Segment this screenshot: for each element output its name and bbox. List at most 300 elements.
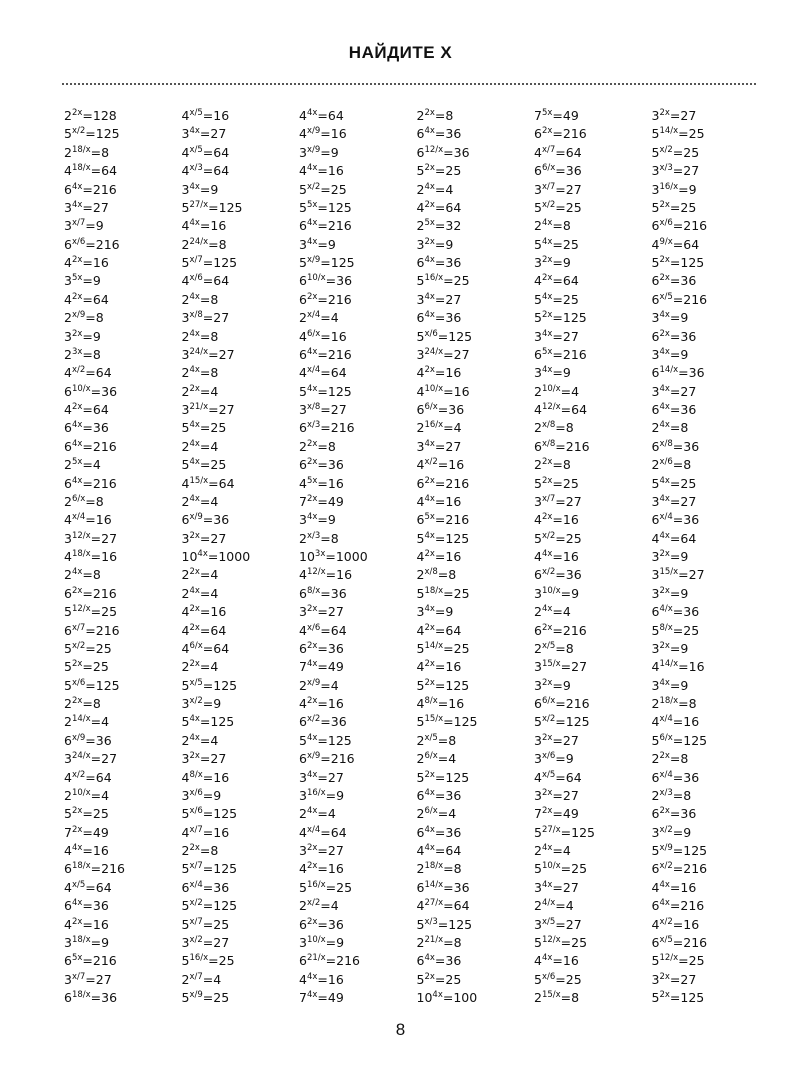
equation-result: 4 (448, 751, 457, 767)
equation-base: 4 (651, 879, 660, 895)
equation-exponent: 4x (424, 291, 435, 302)
equation (417, 732, 535, 750)
equation-base: 6 (64, 861, 72, 877)
equation-result: 16 (562, 549, 579, 564)
equals-sign: = (199, 291, 211, 307)
equation-exponent: 4x (541, 604, 553, 615)
equation (299, 640, 417, 658)
equation-result: 4 (562, 604, 571, 620)
equals-sign: = (85, 493, 96, 509)
equals-sign: = (317, 990, 328, 1005)
equation-base: 3 (534, 659, 542, 675)
equation-exponent: x/2 (659, 861, 673, 872)
equation-exponent: 12/x (424, 144, 444, 155)
equation (64, 750, 182, 768)
equation-result: 216 (95, 622, 120, 638)
equation-result: 36 (688, 365, 705, 381)
equation (417, 622, 535, 640)
equation (417, 125, 535, 143)
equation-exponent: 12/x (659, 953, 679, 964)
equation-base: 6 (651, 604, 660, 620)
equation-column (534, 107, 652, 1012)
equation-result: 64 (213, 163, 230, 179)
equation (652, 842, 770, 860)
page-number: 8 (395, 1020, 406, 1039)
equation-base: 4 (64, 365, 72, 381)
equation (299, 254, 417, 272)
equation-exponent: 5x (71, 953, 83, 964)
equation (652, 713, 770, 731)
equation-exponent: 2x (71, 291, 83, 302)
equals-sign: = (672, 824, 684, 840)
equation-result: 4 (448, 806, 457, 822)
equation-result: 36 (683, 604, 700, 620)
equation (299, 824, 417, 842)
equation-result: 27 (562, 879, 579, 895)
equation-result: 16 (683, 916, 700, 932)
equation-base: 6 (416, 144, 425, 160)
equation-result: 8 (448, 732, 457, 748)
equation-result: 216 (92, 475, 117, 491)
equals-sign: = (320, 255, 331, 270)
equals-sign: = (199, 530, 211, 546)
equation (182, 824, 300, 842)
equation-base: 6 (416, 787, 425, 803)
equation-base: 5 (181, 714, 190, 730)
equation (652, 456, 770, 474)
equals-sign: = (85, 640, 96, 656)
equation (652, 769, 770, 787)
equation-result: 9 (445, 236, 454, 252)
equation-exponent: 4x (306, 163, 318, 174)
equation (417, 842, 535, 860)
equals-sign: = (317, 236, 328, 252)
equals-sign: = (90, 530, 102, 546)
equation-base: 2 (416, 934, 425, 950)
equation-exponent: 27/x (541, 824, 561, 835)
equation (182, 750, 300, 768)
equation-exponent: 4x (659, 475, 670, 486)
equation-exponent: 2x (189, 530, 200, 541)
equation-base: 4 (181, 144, 190, 160)
equation-base: 3 (651, 181, 660, 197)
equation-base: 3 (64, 199, 72, 215)
equation (534, 713, 652, 731)
equation-exponent: x/9 (306, 751, 321, 762)
equation-exponent: 2x (71, 585, 83, 596)
equation-exponent: x/7 (71, 971, 86, 982)
equation (652, 603, 770, 621)
equation (182, 162, 300, 180)
equation (64, 916, 182, 934)
equals-sign: = (437, 567, 449, 583)
equation (182, 640, 300, 658)
equation-base: 2 (416, 108, 425, 123)
equation-base: 3 (181, 787, 190, 803)
equation-base: 4 (299, 696, 307, 711)
equation-result: 16 (92, 843, 109, 858)
equation-base: 4 (299, 163, 307, 179)
equation (652, 419, 770, 437)
equation-base: 4 (534, 512, 542, 528)
equation-result: 49 (327, 990, 344, 1005)
equation (417, 934, 535, 952)
equals-sign: = (199, 383, 211, 399)
equation-result: 16 (92, 916, 109, 932)
equation-exponent: x/6 (659, 218, 673, 229)
equation-base: 6 (534, 126, 542, 142)
equation-result: 25 (92, 659, 109, 675)
equation-result: 27 (95, 971, 112, 987)
equation-base: 5 (416, 769, 425, 785)
equation-exponent: 10/x (306, 273, 326, 284)
equation (299, 181, 417, 199)
equation-exponent: x/2 (306, 714, 321, 725)
equation-result: 27 (565, 181, 582, 197)
equation (652, 695, 770, 713)
equation-exponent: 10/x (541, 585, 561, 596)
equation (299, 989, 417, 1007)
equation (534, 787, 652, 805)
equation (534, 677, 652, 695)
equals-sign: = (672, 291, 684, 307)
equation (299, 511, 417, 529)
equation (64, 309, 182, 327)
equation-base: 5 (416, 328, 425, 344)
equals-sign: = (202, 879, 214, 895)
equation (182, 364, 300, 382)
equals-sign: = (434, 108, 446, 123)
equals-sign: = (317, 916, 328, 932)
equation-result: 8 (688, 696, 697, 711)
equation (417, 181, 535, 199)
equals-sign: = (90, 144, 102, 160)
equals-sign: = (669, 990, 681, 1005)
equation-base: 3 (534, 879, 542, 895)
equation-exponent: 16/x (189, 953, 209, 964)
equation (299, 934, 417, 952)
equation (534, 181, 652, 199)
equation-result: 25 (330, 181, 347, 197)
equation-base: 3 (181, 310, 190, 326)
equation-base: 4 (299, 328, 307, 344)
equation (299, 769, 417, 787)
equation-exponent: 4x (71, 199, 83, 210)
equation-result: 16 (448, 696, 465, 711)
equation-base: 3 (64, 751, 72, 767)
equation-result: 27 (571, 659, 588, 675)
equals-sign: = (437, 732, 449, 748)
equation (182, 971, 300, 989)
equation (299, 860, 417, 878)
equation-base: 3 (651, 163, 660, 179)
equation-exponent: x/6 (659, 457, 673, 468)
equals-sign: = (552, 346, 563, 362)
equation (299, 493, 417, 511)
equation-result: 4 (213, 971, 222, 987)
equation-exponent: 4x (659, 310, 670, 321)
equation-result: 8 (92, 567, 101, 583)
equation-base: 2 (64, 144, 72, 160)
equation-result: 36 (327, 457, 344, 473)
equation (652, 530, 770, 548)
equation-base: 3 (64, 530, 72, 546)
equation-base: 6 (651, 273, 660, 289)
equation-exponent: 2x (306, 861, 318, 872)
equation-base: 4 (299, 108, 307, 123)
equation-result: 64 (95, 365, 112, 381)
equation-exponent: 4x (189, 585, 200, 596)
equation-result: 9 (336, 934, 345, 950)
equation-exponent: 2x (71, 108, 83, 118)
equation-result: 16 (688, 659, 705, 675)
equals-sign: = (325, 549, 336, 564)
equation (299, 622, 417, 640)
equation-base: 5 (651, 990, 660, 1005)
equation-base: 4 (64, 843, 72, 858)
equation-exponent: 4x (659, 677, 670, 688)
equation (299, 272, 417, 290)
equation-base: 5 (64, 640, 72, 656)
equation-base: 4 (181, 769, 190, 785)
equation-result: 9 (101, 934, 110, 950)
equation-base: 2 (181, 567, 190, 583)
equation-result: 125 (327, 199, 352, 215)
equation-base: 2 (64, 567, 72, 583)
equals-sign: = (669, 530, 681, 546)
equation-exponent: 18/x (71, 990, 91, 1000)
equals-sign: = (320, 585, 331, 601)
equation-result: 16 (680, 879, 697, 895)
equals-sign: = (202, 273, 214, 289)
equals-sign: = (199, 567, 211, 583)
equation-exponent: x/2 (424, 457, 438, 468)
equation (534, 493, 652, 511)
equals-sign: = (320, 365, 331, 381)
equation-result: 16 (327, 971, 344, 987)
equation-exponent: 24/x (189, 346, 209, 357)
equation-exponent: 4x (424, 787, 435, 798)
equation-result: 27 (101, 530, 118, 546)
equals-sign: = (437, 457, 449, 473)
equation-result: 36 (445, 255, 462, 270)
equals-sign: = (85, 126, 96, 142)
equation-result: 36 (683, 512, 700, 528)
equation-exponent: 2x (306, 604, 318, 615)
equals-sign: = (202, 255, 214, 270)
equals-sign: = (317, 457, 328, 473)
equation-exponent: 2x (541, 806, 553, 817)
equals-sign: = (82, 328, 93, 344)
equation-base: 4 (651, 659, 660, 675)
equals-sign: = (90, 861, 102, 877)
equation-base: 6 (651, 898, 660, 914)
equation (182, 585, 300, 603)
equation-result: 25 (565, 530, 582, 546)
equation-result: 8 (453, 934, 462, 950)
equation-exponent: 8/x (659, 622, 673, 633)
equation-exponent: 14/x (424, 640, 444, 651)
equals-sign: = (555, 144, 566, 160)
equals-sign: = (320, 402, 331, 417)
equation-exponent: 2x (306, 438, 318, 449)
equation-result: 27 (445, 291, 462, 307)
equation-exponent: x/4 (659, 714, 673, 725)
equation-exponent: x/9 (306, 144, 321, 155)
equation-base: 6 (416, 126, 425, 142)
equation (64, 971, 182, 989)
equation (534, 144, 652, 162)
equation-exponent: 4x (71, 898, 83, 909)
equation-exponent: x/4 (71, 512, 86, 523)
equation-exponent: 5x (306, 199, 318, 210)
equation-base: 6 (299, 640, 307, 656)
equation-base: 2 (534, 218, 542, 234)
equation-exponent: 10/x (71, 383, 91, 394)
equation-exponent: x/6 (541, 971, 556, 982)
equals-sign: = (317, 769, 328, 785)
equation (64, 989, 182, 1007)
equals-sign: = (560, 990, 572, 1005)
equation (64, 456, 182, 474)
equation-base: 5 (651, 953, 660, 969)
equation-result: 27 (445, 438, 462, 454)
equals-sign: = (552, 457, 563, 473)
equation-result: 125 (680, 990, 705, 1005)
equals-sign: = (434, 953, 446, 969)
equation-result: 27 (330, 402, 347, 417)
equals-sign: = (672, 787, 684, 803)
equation-base: 2 (534, 604, 542, 620)
equation (299, 456, 417, 474)
equation-exponent: 2x (659, 806, 670, 817)
equation-exponent: 4x (424, 255, 435, 265)
equation-exponent: 12/x (306, 567, 326, 578)
equals-sign: = (555, 420, 566, 436)
equals-sign: = (560, 383, 572, 399)
equation-base: 4 (299, 126, 307, 142)
equals-sign: = (560, 861, 572, 877)
equals-sign: = (82, 953, 93, 969)
equation-exponent: 18/x (71, 861, 91, 872)
equation-exponent: x/8 (541, 420, 556, 431)
equation-result: 27 (210, 126, 227, 142)
equation (299, 585, 417, 603)
equation-result: 8 (683, 457, 692, 473)
equation-result: 216 (330, 751, 355, 767)
equation-exponent: 15/x (659, 567, 679, 578)
equation-result: 25 (562, 475, 579, 491)
equation-exponent: 2x (71, 402, 83, 412)
equation-result: 8 (562, 457, 571, 473)
equation (534, 769, 652, 787)
equals-sign: = (443, 346, 454, 362)
equation-result: 16 (562, 953, 579, 969)
equals-sign: = (85, 365, 96, 381)
equals-sign: = (552, 108, 563, 123)
equals-sign: = (672, 934, 684, 950)
equals-sign: = (443, 144, 454, 160)
equals-sign: = (199, 843, 211, 858)
equals-sign: = (90, 604, 102, 620)
equals-sign: = (672, 732, 684, 748)
equation-column (299, 107, 417, 1012)
equals-sign: = (90, 751, 102, 767)
equals-sign: = (320, 530, 331, 546)
equals-sign: = (442, 990, 454, 1005)
equation-base: 3 (299, 769, 307, 785)
equation-result: 4 (101, 714, 110, 730)
equation-base: 6 (416, 953, 425, 969)
equation-base: 2 (181, 843, 190, 858)
equation-base: 4 (534, 549, 542, 564)
equation-result: 125 (448, 916, 473, 932)
equation-exponent: 4x (424, 438, 435, 449)
equals-sign: = (317, 861, 328, 877)
equation-exponent: x/2 (541, 567, 556, 578)
equation-base: 6 (651, 806, 660, 822)
equation-exponent: 6/x (541, 696, 556, 706)
equation (652, 254, 770, 272)
equation (417, 971, 535, 989)
equation-exponent: 4x (424, 310, 435, 321)
equation (182, 566, 300, 584)
equals-sign: = (434, 163, 446, 179)
equation-exponent: 4x (71, 181, 83, 192)
equation (417, 640, 535, 658)
equals-sign: = (199, 218, 211, 234)
equation-result: 36 (565, 163, 582, 179)
equation-exponent: x/7 (541, 181, 556, 192)
equation-exponent: 5x (541, 108, 553, 118)
equation (534, 952, 652, 970)
equation-exponent: 2x (659, 255, 670, 265)
equation-exponent: 16/x (306, 879, 326, 890)
equation-result: 9 (562, 677, 571, 693)
equation (64, 695, 182, 713)
equation-exponent: 8/x (424, 696, 438, 706)
equation-base: 6 (416, 475, 425, 491)
equation-base: 3 (181, 402, 190, 417)
equation-result: 216 (95, 236, 120, 252)
equation-exponent: 4x (659, 383, 670, 394)
equals-sign: = (678, 567, 689, 583)
equation-exponent: x/9 (189, 512, 203, 523)
equals-sign: = (434, 218, 446, 234)
equation-result: 8 (683, 787, 692, 803)
equation-base: 3 (651, 585, 660, 601)
equals-sign: = (434, 255, 446, 270)
equation-exponent: x/2 (71, 640, 86, 651)
equals-sign: = (552, 126, 563, 142)
equation (64, 291, 182, 309)
equation-base: 4 (416, 843, 425, 858)
equation-base: 2 (181, 659, 190, 675)
equals-sign: = (82, 273, 93, 289)
equation-exponent: x/5 (189, 108, 203, 118)
equals-sign: = (90, 549, 102, 564)
equals-sign: = (202, 163, 214, 179)
equation (652, 989, 770, 1007)
equation (299, 916, 417, 934)
equation (64, 603, 182, 621)
equation-exponent: 4/x (659, 604, 673, 615)
equation-base: 4 (416, 199, 425, 215)
equation-base: 2 (416, 218, 425, 234)
equation (534, 732, 652, 750)
equation-base: 3 (534, 916, 542, 932)
equation-exponent: x/2 (659, 144, 673, 155)
